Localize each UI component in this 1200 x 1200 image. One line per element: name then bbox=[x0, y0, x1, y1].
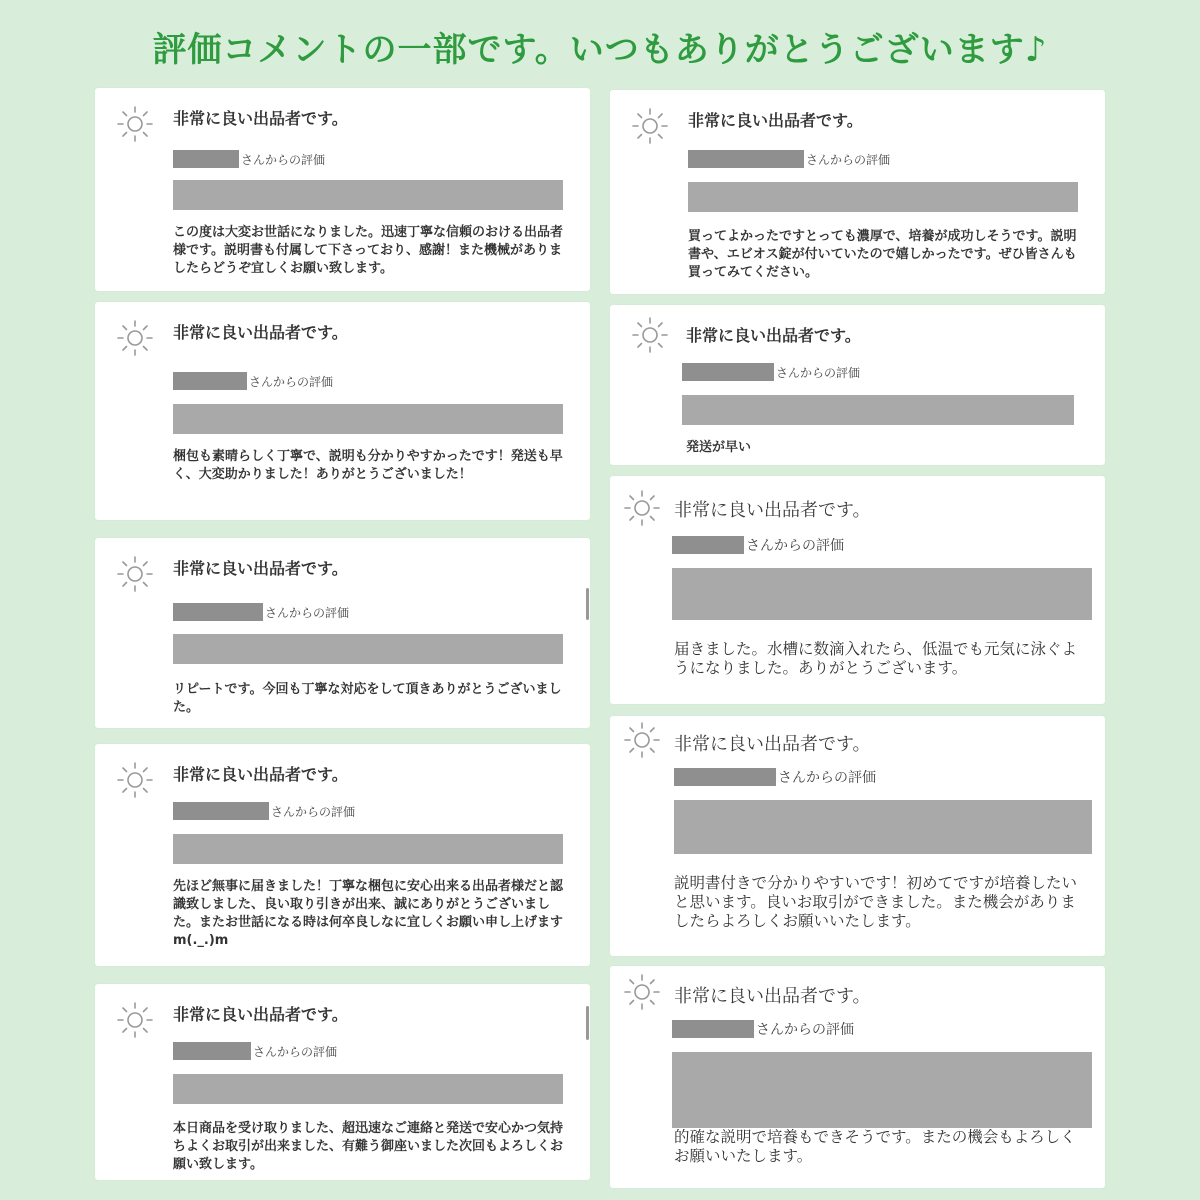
rating-label: 非常に良い出品者です。 bbox=[173, 1005, 348, 1024]
review-comment: 買ってよかったですとっても濃厚で、培養が成功しそうです。説明書や、エビオス錠が付いていたので嬉しかったです。ぜひ皆さんも買ってみてください。 bbox=[688, 229, 1077, 280]
review-comment: 発送が早い bbox=[686, 440, 752, 455]
scrollbar[interactable] bbox=[586, 1006, 589, 1040]
review-comment: 説明書付きで分かりやすいです！初めてですが培養したいと思います。良いお取引ができました。また機会がありましたらよろしくお願いいたします。 bbox=[674, 874, 1078, 930]
reviewer-name-mask bbox=[672, 536, 744, 554]
reviewer-name-mask bbox=[173, 372, 247, 390]
scrollbar[interactable] bbox=[586, 588, 589, 620]
redacted-bar bbox=[672, 1052, 1092, 1128]
reviewer-suffix: さんからの評価 bbox=[253, 1044, 338, 1059]
sun-icon bbox=[115, 1000, 155, 1040]
reviewer-name-mask bbox=[173, 802, 269, 820]
redacted-bar bbox=[173, 404, 563, 434]
review-card bbox=[610, 966, 1105, 1188]
review-comment: 梱包も素晴らしく丁寧で、説明も分かりやすかったです！発送も早く、大変助かりました！ありがとうございました！ bbox=[173, 449, 563, 482]
reviewer-row bbox=[173, 372, 333, 390]
sun-icon bbox=[115, 104, 155, 144]
reviewer-suffix: さんからの評価 bbox=[249, 374, 334, 389]
rating-label: 非常に良い出品者です。 bbox=[674, 734, 871, 755]
redacted-bar bbox=[173, 834, 563, 864]
redacted-bar bbox=[173, 180, 563, 210]
reviewer-suffix: さんからの評価 bbox=[265, 605, 350, 620]
reviewer-name-mask bbox=[672, 1020, 754, 1038]
review-comment: 先ほど無事に届きました！丁寧な梱包に安心出来る出品者様だと認識致しました、良い取り引きが出来、誠にありがとうございました。またお世話になる時は何卒良しなに宜しくお願い申し上げますm(._.)m bbox=[173, 879, 564, 948]
review-card bbox=[95, 744, 590, 966]
sun-icon bbox=[115, 760, 155, 800]
redacted-bar bbox=[688, 182, 1078, 212]
review-comment: 的確な説明で培養もできそうです。またの機会もよろしくお願いいたします。 bbox=[674, 1128, 1076, 1165]
reviewer-row bbox=[173, 1042, 337, 1060]
reviewer-row bbox=[672, 1020, 854, 1038]
rating-label: 非常に良い出品者です。 bbox=[674, 500, 871, 521]
reviewer-name-mask bbox=[682, 363, 774, 381]
review-comment: 届きました。水槽に数滴入れたら、低温でも元気に泳ぐようになりました。ありがとうございます。 bbox=[674, 640, 1078, 677]
reviewer-name-mask bbox=[674, 768, 776, 786]
sun-icon bbox=[115, 554, 155, 594]
reviewer-row bbox=[672, 536, 844, 554]
review-card bbox=[610, 716, 1105, 956]
reviewer-name-mask bbox=[173, 150, 239, 168]
review-comment: この度は大変お世話になりました。迅速丁寧な信頼のおける出品者様です。説明書も付属して下さっており、感謝！また機械がありましたらどうぞ宜しくお願い致します。 bbox=[173, 225, 564, 276]
reviewer-row bbox=[674, 768, 876, 786]
rating-label: 非常に良い出品者です。 bbox=[688, 111, 863, 130]
rating-label: 非常に良い出品者です。 bbox=[674, 986, 871, 1007]
review-card bbox=[95, 88, 590, 291]
reviewer-suffix: さんからの評価 bbox=[746, 538, 844, 554]
review-comment: リピートです。今回も丁寧な対応をして頂きありがとうございました。 bbox=[173, 682, 562, 715]
redacted-bar bbox=[173, 1074, 563, 1104]
page-title: 評価コメントの一部です。いつもありがとうございます♪ bbox=[152, 30, 1048, 70]
sun-icon bbox=[630, 106, 670, 146]
redacted-bar bbox=[682, 395, 1074, 425]
reviewer-suffix: さんからの評価 bbox=[778, 770, 876, 786]
review-card bbox=[95, 538, 590, 728]
rating-label: 非常に良い出品者です。 bbox=[173, 323, 348, 342]
reviewer-name-mask bbox=[688, 150, 804, 168]
sun-icon bbox=[622, 972, 662, 1012]
rating-label: 非常に良い出品者です。 bbox=[173, 559, 348, 578]
sun-icon bbox=[622, 488, 662, 528]
review-card bbox=[610, 305, 1105, 465]
reviewer-name-mask bbox=[173, 603, 263, 621]
sun-icon bbox=[115, 318, 155, 358]
redacted-bar bbox=[672, 568, 1092, 620]
reviewer-row bbox=[688, 150, 890, 168]
sun-icon bbox=[622, 720, 662, 760]
reviewer-suffix: さんからの評価 bbox=[806, 152, 891, 167]
reviewer-row bbox=[173, 150, 325, 168]
rating-label: 非常に良い出品者です。 bbox=[173, 765, 348, 784]
review-card bbox=[95, 984, 590, 1180]
reviewer-suffix: さんからの評価 bbox=[241, 152, 326, 167]
review-card bbox=[610, 90, 1105, 294]
reviewer-row bbox=[682, 363, 860, 381]
review-comment: 本日商品を受け取りました、超迅速なご連絡と発送で安心かつ気持ちよくお取引が出来ました、有難う御座いました次回もよろしくお願い致します。 bbox=[173, 1121, 564, 1172]
reviewer-row bbox=[173, 802, 355, 820]
reviewer-suffix: さんからの評価 bbox=[756, 1022, 854, 1038]
redacted-bar bbox=[674, 800, 1092, 854]
reviewer-suffix: さんからの評価 bbox=[271, 804, 356, 819]
rating-label: 非常に良い出品者です。 bbox=[686, 326, 861, 345]
review-card bbox=[610, 476, 1105, 704]
review-card bbox=[95, 302, 590, 520]
rating-label: 非常に良い出品者です。 bbox=[173, 109, 348, 128]
reviewer-name-mask bbox=[173, 1042, 251, 1060]
redacted-bar bbox=[173, 634, 563, 664]
reviewer-suffix: さんからの評価 bbox=[776, 365, 861, 380]
sun-icon bbox=[630, 315, 670, 355]
reviewer-row bbox=[173, 603, 349, 621]
